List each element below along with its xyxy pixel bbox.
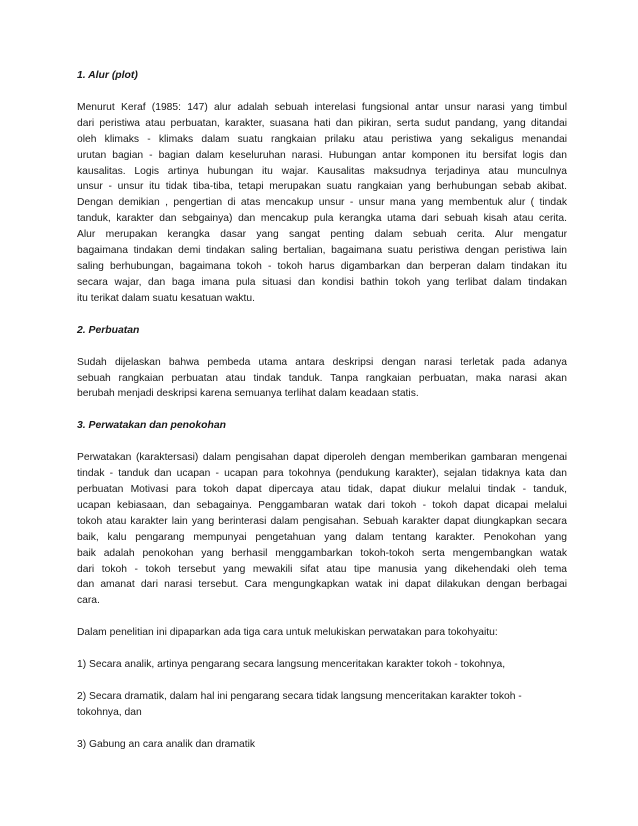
text-line: ucapan kebiasaan, dan sebagainya. Penggambaran watak dari tokoh - tokoh dapat dicapai melalui xyxy=(77,499,567,511)
text-line: Alur merupakan kerangka dasar yang sangat penting dalam sebuah cerita. Alur mengatur xyxy=(77,229,567,241)
text-line: berubah menjadi deskripsi karena semuanya terlihat dalam keadaan statis. xyxy=(77,388,419,400)
text-line: tokoh atau karakter lain yang berinterasi dalam pengisahan. Sebuah karakter dapat diungkapkan secara xyxy=(77,515,567,527)
text-line: unsur - unsur itu tidak tiba-tiba, tetapi merupakan suatu rangkaian yang berhubungan sebab akibat. xyxy=(77,181,567,193)
text-line: Dalam penelitian ini dipaparkan ada tiga cara untuk melukiskan perwatakan para tokohyaitu: xyxy=(77,627,498,639)
section-heading-perbuatan: 2. Perbuatan xyxy=(77,324,140,336)
text-line: sebuah rangkaian perbuatan atau tindak tanduk. Tanpa rangkaian perbuatan, maka narasi akan xyxy=(77,372,567,384)
paragraph-perwatakan xyxy=(77,450,567,609)
text-line: oleh klimaks - klimaks dalam suatu rangkaian prilaku atau peristiwa yang sekaligus menandai xyxy=(77,133,567,145)
text-line: saling berhubungan, bagaimana tokoh - tokoh harus digambarkan dan berperan dalam tindakan itu xyxy=(77,260,567,272)
list-item-gabungan xyxy=(77,737,567,753)
text-line: cara. xyxy=(77,595,100,607)
text-line: baik, kalu pengarang mempunyai pengetahuan yang dalam tentang karakter. Penokohan yang xyxy=(77,531,567,543)
text-line: dari peristiwa atau perbuatan, karakter, suasana hati dan pikiran, serta sudut pandang, yang ditandai xyxy=(77,117,567,129)
text-line: baik adalah penokohan yang berhasil menggambarkan tokoh-tokoh serta mengembangkan watak xyxy=(77,547,567,559)
section-heading-alur: 1. Alur (plot) xyxy=(77,70,138,81)
text-line: itu terikat dalam suatu kesatuan waktu. xyxy=(77,292,256,304)
text-line: bagaimana tindakan demi tindakan saling bertalian, bagaimana suatu peristiwa dengan peristiwa lain xyxy=(77,245,567,257)
text-line: 3) Gabung an cara analik dan dramatik xyxy=(77,738,256,750)
list-item-analitik xyxy=(77,657,567,673)
paragraph-intro-cara xyxy=(77,625,567,641)
text-line: perbuatan Motivasi para tokoh dapat dipercaya atau tidak, dapat diukur melalui tindak - tanduk, xyxy=(77,484,567,496)
text-line: secara wajar, dan baga imana pula situasi dan kondisi bathin tokoh yang terlibat dalam tindakan xyxy=(77,276,567,288)
section-heading-perwatakan: 3. Perwatakan dan penokohan xyxy=(77,420,226,432)
text-line: Menurut Keraf (1985: 147) alur adalah sebuah interelasi fungsional antar unsur narasi yang timbul xyxy=(77,101,567,113)
text-line: dan amanat dari narasi tersebut. Cara mengungkapkan watak ini dapat dilakukan dengan berbagai xyxy=(77,579,567,591)
text-line: 2) Secara dramatik, dalam hal ini pengarang secara tidak langsung menceritakan karakter tokoh - xyxy=(77,691,522,703)
paragraph-alur xyxy=(77,100,567,307)
text-line: Dengan demikian , pengertian di atas mencakup unsur - unsur mana yang membentuk alur ( tindak xyxy=(77,197,567,209)
text-line: Perwatakan (karaktersasi) dalam pengisahan dapat diperoleh dengan memberikan gambaran mengenai xyxy=(77,452,567,464)
list-item-dramatik xyxy=(77,689,567,721)
document-body xyxy=(77,68,567,753)
text-line: Sudah dijelaskan bahwa pembeda utama antara deskripsi dengan narasi terletak pada adanya xyxy=(77,356,567,368)
text-line: kausalitas. Logis artinya hubungan itu wajar. Kausalitas maksudnya terjadinya atau munculnya xyxy=(77,165,567,177)
paragraph-perbuatan xyxy=(77,355,567,403)
text-line: 1) Secara analik, artinya pengarang secara langsung menceritakan karakter tokoh - tokohnya, xyxy=(77,659,506,671)
text-line: urutan bagian - bagian dalam keseluruhan narasi. Hubungan antar komponen itu bersifat logis dan xyxy=(77,149,567,161)
text-line: dari tokoh - tokoh tersebut yang mewakili sifat atau tipe manusia yang dikehendaki oleh tema xyxy=(77,563,567,575)
text-line: tanduk, karakter dan sebgainya) dan mencakup pula kerangka utama dari sebuah kisah atau cerita. xyxy=(77,213,567,225)
text-line: tindak - tanduk dan ucapan - ucapan para tokohnya (pendukung karakter), sejalan tidaknya kata dan xyxy=(77,468,567,480)
text-line: tokohnya, dan xyxy=(77,707,142,718)
